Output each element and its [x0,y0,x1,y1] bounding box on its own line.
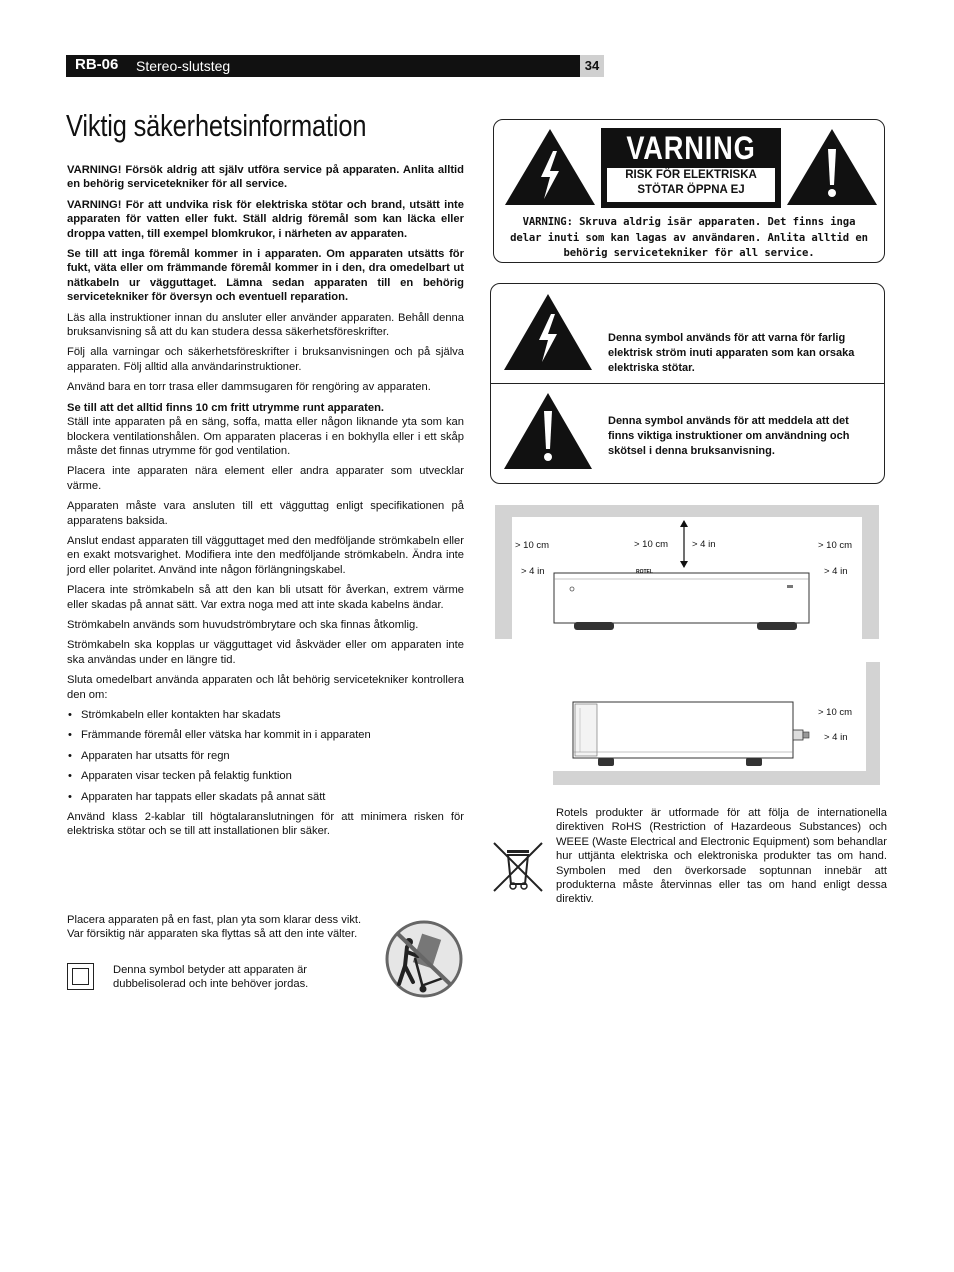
paragraph-power-cable: Anslut endast apparaten till vägguttaget med den medföljande strömkabeln eller en exakt motsvarighet. Modifiera inte den medföljande strömkabeln. Ändra inte jord eller polaritet. Använd inte någon förlängningskabel. [67,534,464,576]
page-number: 34 [580,55,604,77]
clearance-top-in: > 4 in [692,539,716,550]
header-bar [66,55,580,77]
amplifier-front-drawing [512,517,862,639]
paragraph-stable-surface [67,913,372,942]
list-item: • Apparaten visar tecken på felaktig funktion [67,769,464,783]
varning-block [601,128,781,208]
paragraph-read-instructions: Läs alla instruktioner innan du ansluter eller använder apparaten. Behåll denna bruksanvisning så att du kan studera dessa säkerhetsföreskrifter. [67,311,464,339]
clearance-top-cm: > 10 cm [634,539,669,550]
list-item: • Apparaten har utsatts för regn [67,749,464,763]
warning-water: VARNING! För att undvika risk för elektriska stötar och brand, utsätt inte apparaten för vatten eller fukt. Ställ aldrig föremål som kan läcka eller droppa vatten, till exempel blomkrukor, i närheten av apparaten. [67,198,464,240]
paragraph-stop-using: Sluta omedelbart använda apparaten och låt behörig servicetekniker kontrollera den om: [67,674,464,701]
paragraph-outlet: Apparaten måste vara ansluten till ett vägguttag enligt specifikationen på apparatens baksida. [67,500,464,527]
ventilation-heading: Se till att det alltid finns 10 cm fritt utrymme runt apparaten. [67,401,385,414]
double-insulation-icon [67,963,94,990]
exclamation-icon [502,391,594,471]
model-name: RB-06 [75,56,119,73]
warning-objects: Se till att inga föremål kommer in i apparaten. Om apparaten utsätts för fukt, väta eller om främmande föremål kommer in i den, dra omedelbart ut nätkabeln ur vägguttaget. Lämna sedan apparaten till en behörig servicetekniker för översyn och eventuell reparation. [67,248,464,304]
lightning-icon [502,292,594,372]
crossed-bin-icon [491,840,545,894]
varning-title: VARNING [626,130,756,166]
lightning-warning-icon [503,127,597,207]
warning-service: VARNING! Försök aldrig att själv utföra service på apparaten. Anlita alltid en behörig servicetekniker för all service. [67,164,464,191]
paragraph-thunderstorm: Strömkabeln ska kopplas ur vägguttaget vid åskväder eller om apparaten inte ska användas under en längre tid. [67,639,464,666]
model-subtitle: Stereo-slutsteg [136,58,231,74]
lightning-symbol-text: Denna symbol används för att varna för farlig elektrisk ström inuti apparaten som kan orsaka elektriska stötar. [608,332,855,374]
ventilation-text: Ställ inte apparaten på en säng, soffa, matta eller någon liknande yta som kan blockera ventilationshålen. Om apparaten placeras i en bokhylla eller i ett skåp måste det finnas utrymme för god ventilation. [67,416,464,457]
clearance-left-in: > 4 in [521,566,545,577]
clearance-right-in: > 4 in [824,566,848,577]
paragraph-cleaning: Använd bara en torr trasa eller dammsugaren för rengöring av apparaten. [67,381,431,394]
clearance-side-cm: > 10 cm [818,707,853,718]
device-brand: ROTEL [636,569,653,575]
stable-surface-text: Placera apparaten på en fast, plan yta som klarar dess vikt. Var försiktig när apparaten ska flyttas så att den inte välter. [67,914,362,941]
list-item: • Apparaten har tappats eller skadats på annat sätt [67,790,464,804]
divider [490,383,885,384]
paragraph-follow-warnings: Följ alla varningar och säkerhetsföreskrifter i bruksanvisningen och på själva apparaten. Följ alltid alla användarinstruktioner. [67,346,464,373]
warning-label-text: VARNING: Skruva aldrig isär apparaten. Det finns inga delar inuti som kan lagas av användaren. Anlita alltid en behörig servicetekniker för all service. [510,216,868,259]
clearance-left-cm: > 10 cm [515,540,550,551]
cart-tip-over-icon [385,918,463,1000]
left-column [67,163,464,845]
varning-subtitle [607,168,775,202]
double-insulation-text: Denna symbol betyder att apparaten är dubbelisolerad och inte behöver jordas. [113,964,309,991]
list-item: • Främmande föremål eller vätska har kommit in i apparaten [67,728,464,742]
paragraph-cable-damage: Placera inte strömkabeln så att den kan bli utsatt för åverkan, extrem värme eller skadas på annat sätt. Var extra noga med att inte skada kabelns ändar. [67,584,464,611]
paragraph-heat: Placera inte apparaten nära element eller andra apparater som utvecklar värme. [67,465,464,492]
paragraph-ventilation [67,401,464,459]
page-title: Viktig säkerhetsinformation [66,108,367,143]
clearance-right-cm: > 10 cm [818,540,853,551]
clearance-diagram-side-wall [866,662,880,785]
paragraph-class2: Använd klass 2-kablar till högtalaranslutningen för att minimera risken för elektriska stötar och se till att installationen blir säker. [67,811,464,838]
rohs-weee-text: Rotels produkter är utformade för att följa de internationella direktiven RoHS (Restriction of Hazardeous Substances) och WEEE (Waste Electrical and Electronic Equipment) som behandlar hur uttjänta elektriska och elektroniska produkter tas om hand. Symbolen med den överkorsade soptunnan innebär att produkterna måste återvinnas eller tas om hand enligt dessa direktiv. [556,807,887,906]
paragraph-main-switch: Strömkabeln används som huvudströmbrytare och ska finnas åtkomlig. [67,618,419,631]
varning-sub-line2: STÖTAR ÖPPNA EJ [637,184,745,196]
amplifier-side-drawing [570,700,815,772]
clearance-side-in: > 4 in [824,732,848,743]
clearance-diagram-side-floor [553,771,880,785]
varning-sub-line1: RISK FÖR ELEKTRISKA [625,169,757,181]
list-item: • Strömkabeln eller kontakten har skadats [67,708,464,722]
exclamation-warning-icon [785,127,879,207]
exclamation-symbol-text: Denna symbol används för att meddela att det finns viktiga instruktioner om användning och skötsel i denna bruksanvisning. [608,415,850,457]
